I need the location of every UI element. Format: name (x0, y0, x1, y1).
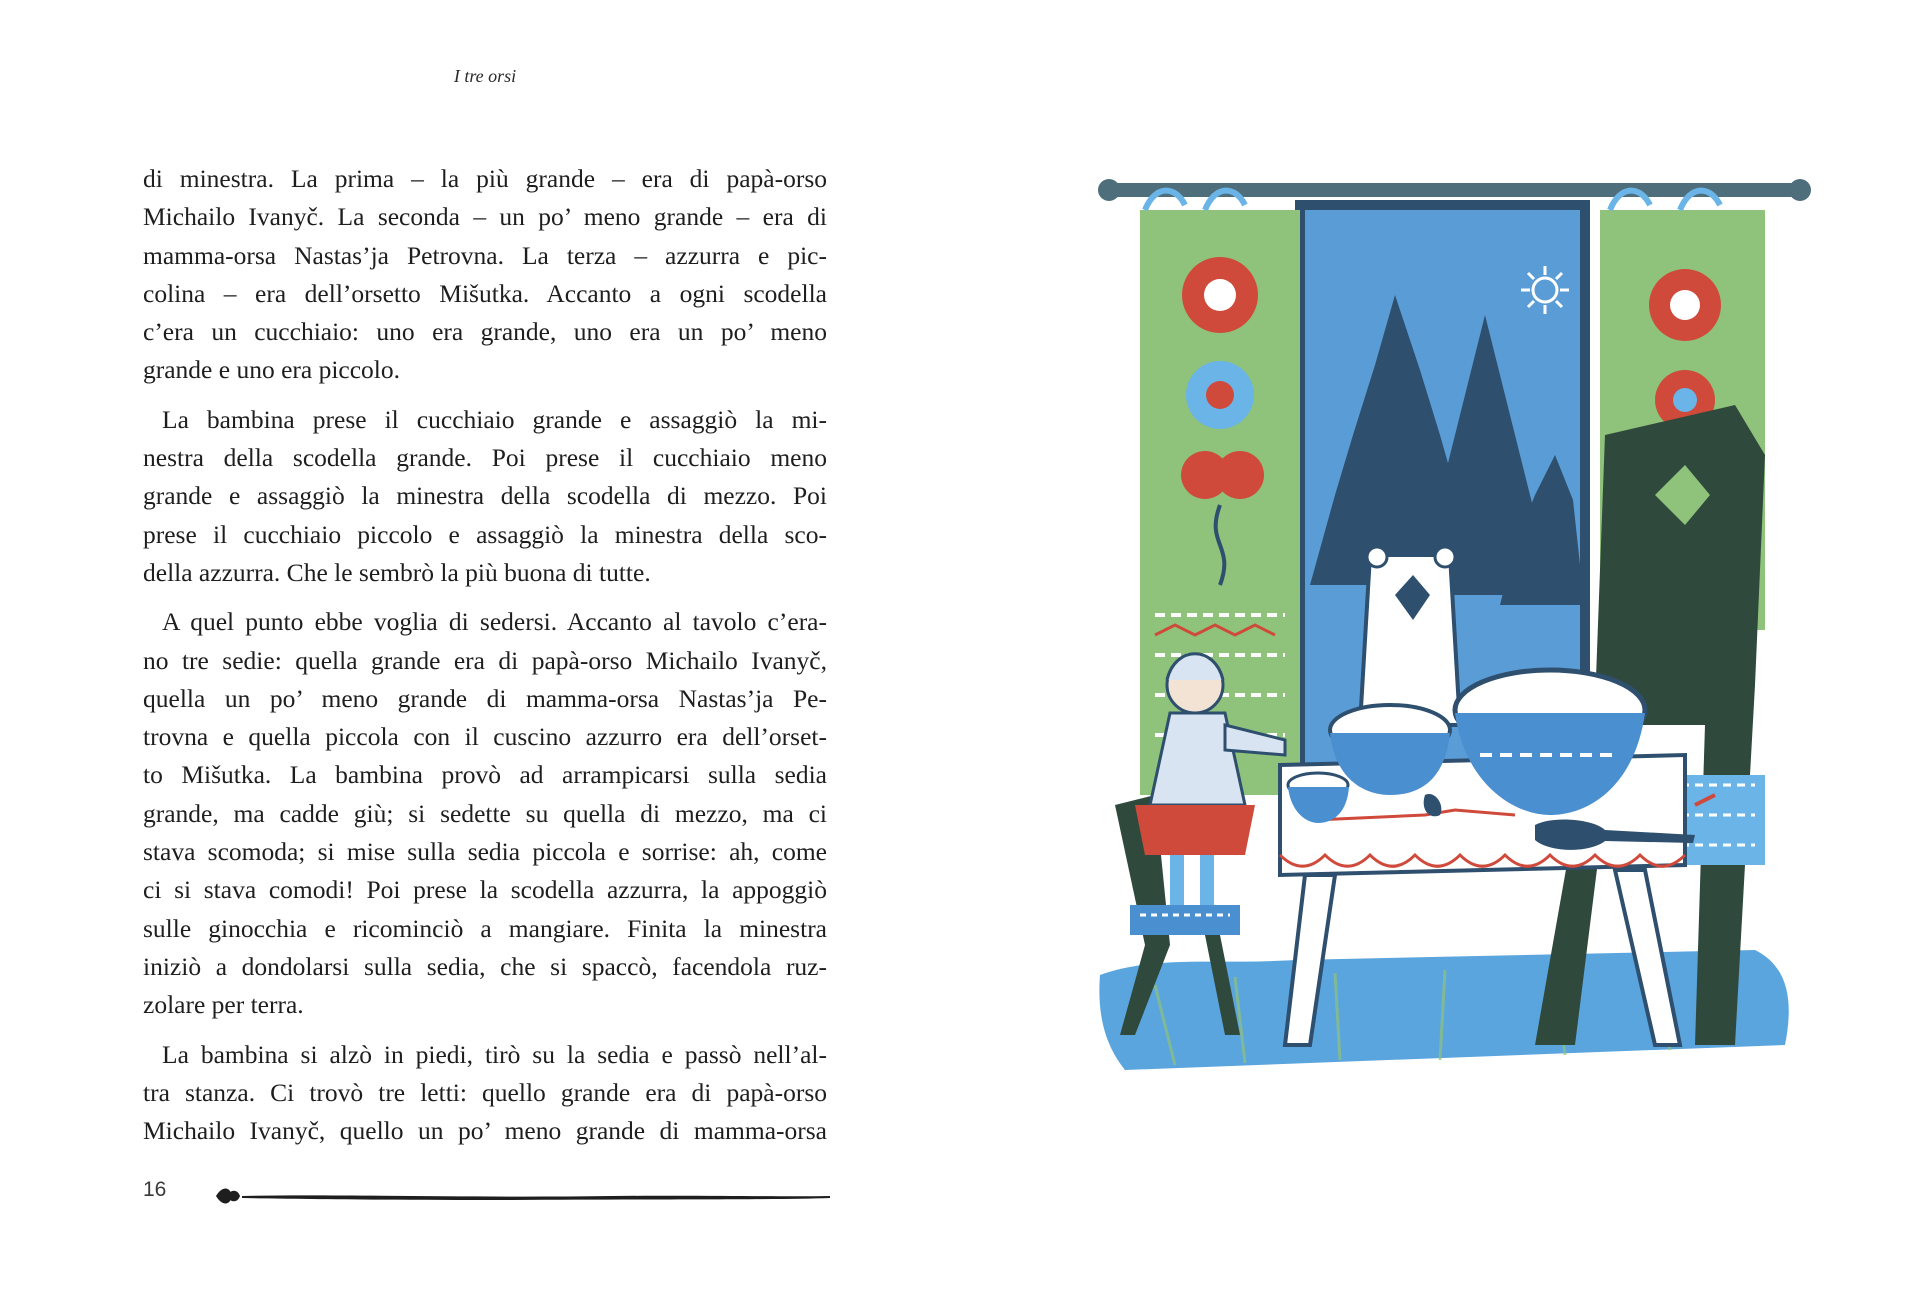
paragraph (143, 401, 827, 592)
text-line: colina – era dell’orsetto Mišutka. Accanto a ogni scodella (143, 278, 827, 308)
text-line: grande e assaggiò la minestra della scodella di mezzo. Poi (143, 481, 827, 511)
ornament-flourish-icon (216, 1189, 240, 1204)
left-curtain (1140, 191, 1300, 795)
rule-line (242, 1195, 830, 1200)
text-line: iniziò a dondolarsi sulla sedia, che si spaccò, facendola ruz- (143, 951, 827, 981)
text-line: no tre sedie: quella grande era di papà-orso Michailo Ivanyč, (143, 645, 827, 675)
text-line: nestra della scodella grande. Poi prese il cucchiaio meno (143, 443, 827, 473)
page-number: 16 (143, 1178, 167, 1201)
middle-chair (1360, 547, 1460, 725)
text-line: sulle ginocchia e ricominciò a mangiare. Finita la minestra (143, 913, 827, 943)
text-line: grande e uno era piccolo. (143, 355, 401, 385)
text-line: A quel punto ebbe voglia di sedersi. Accanto al tavolo c’era- (162, 607, 827, 637)
floor (1099, 950, 1788, 1070)
text-line: quella un po’ meno grande di mamma-orsa Nastas’ja Pe- (143, 683, 827, 713)
text-line: ci si stava comodi! Poi prese la scodella azzurra, la appoggiò (143, 875, 827, 905)
text-line: di minestra. La prima – la più grande – era di papà-orso (143, 164, 827, 193)
illustration-three-bears-room (1095, 165, 1815, 1075)
text-line: Michailo Ivanyč. La seconda – un po’ meno grande – era di (143, 202, 827, 232)
text-line: tra stanza. Ci trovò tre letti: quello grande era di papà-orso (143, 1077, 827, 1107)
paragraph (143, 603, 827, 1024)
text-line: grande, ma cadde giù; si sedette su quella di mezzo, ma ci (143, 798, 827, 828)
paragraph (143, 160, 827, 390)
ornamental-rule (212, 1180, 832, 1212)
text-line: Michailo Ivanyč, quello un po’ meno grande di mamma-orsa (143, 1116, 827, 1146)
text-line: mamma-orsa Nastas’ja Petrovna. La terza – azzurra e pic- (143, 240, 827, 270)
text-line: c’era un cucchiaio: uno era grande, uno era un po’ meno (143, 317, 827, 347)
body-text (143, 160, 827, 1161)
text-line: trovna e quella piccola con il cuscino azzurro era dell’orset- (143, 722, 827, 752)
text-line: stava scomoda; si mise sulla sedia piccola e sorrise: ah, come (143, 837, 827, 867)
text-line: to Mišutka. La bambina provò ad arrampicarsi sulla sedia (143, 760, 827, 790)
text-line: prese il cucchiaio piccolo e assaggiò la minestra della sco- (143, 519, 827, 549)
text-line: della azzurra. Che le sembrò la più buona di tutte. (143, 557, 651, 587)
text-line: zolare per terra. (143, 990, 304, 1020)
paragraph (143, 1036, 827, 1151)
text-line: La bambina si alzò in piedi, tirò su la sedia e passò nell’al- (162, 1039, 827, 1069)
running-header: I tre orsi (453, 66, 517, 86)
text-line: La bambina prese il cucchiaio grande e assaggiò la mi- (162, 404, 827, 434)
